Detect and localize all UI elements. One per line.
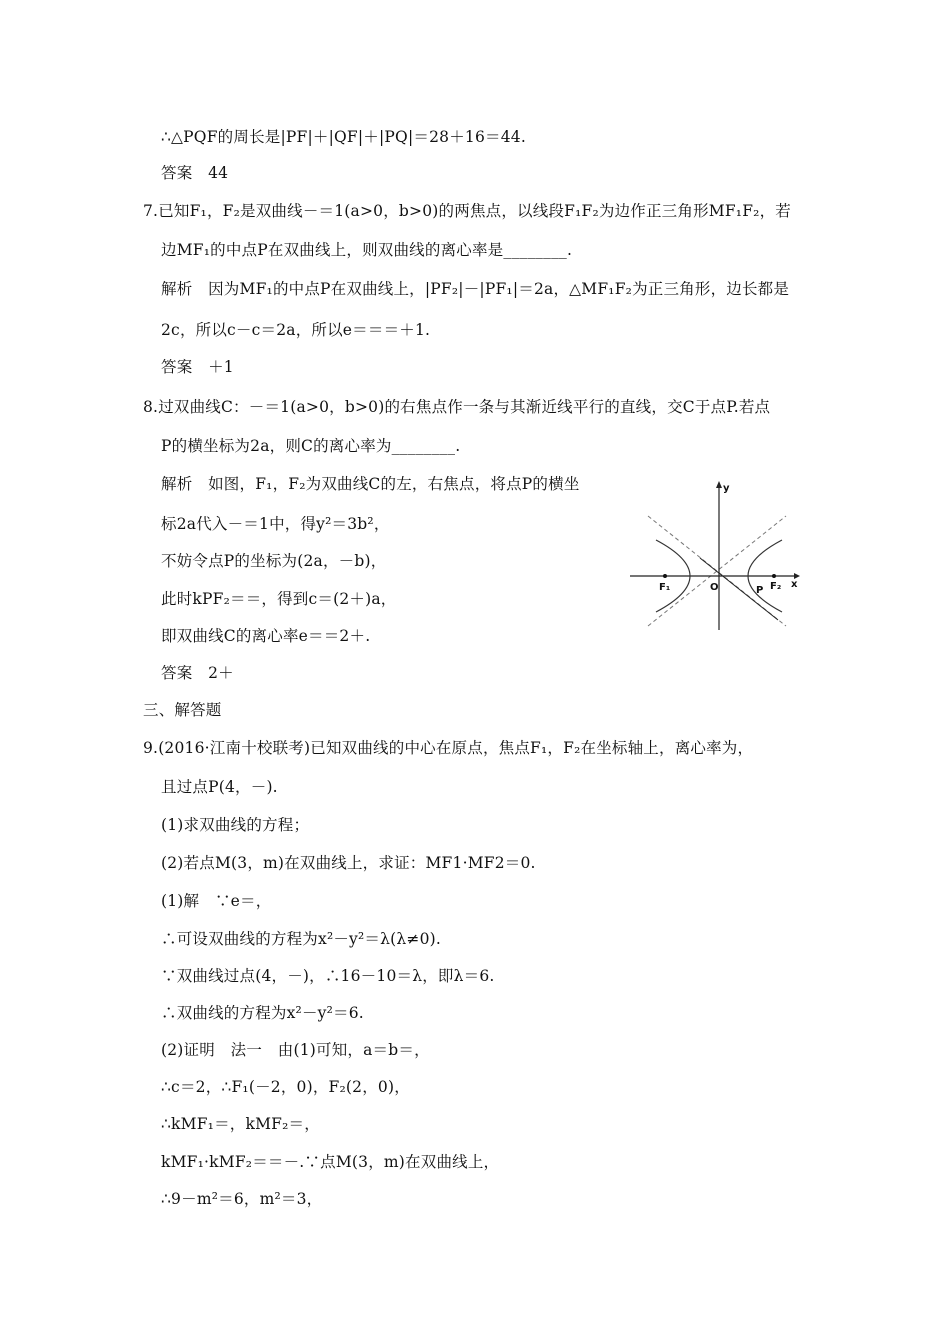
- solution-8-line-3: 不妨令点P的坐标为(2a，－b)，: [161, 552, 387, 570]
- solution-8-line-5: 即双曲线C的离心率e＝＝2＋.: [161, 627, 371, 645]
- problem-8-line-1: 8.过双曲线C：－＝1(a>0，b>0)的右焦点作一条与其渐近线平行的直线，交C于点P.若点: [143, 398, 771, 416]
- y-axis-arrow: [716, 481, 722, 488]
- solution-8-line-4: 此时kPF₂＝＝，得到c＝(2＋)a，: [161, 590, 397, 608]
- solution-7-line-1: 解析 因为MF₁的中点P在双曲线上，|PF₂|－|PF₁|＝2a，△MF₁F₂为正三角形，边长都是: [161, 280, 790, 298]
- solution-9-line-7: ∴kMF₁＝，kMF₂＝，: [161, 1115, 320, 1133]
- solution-9-line-3: ∵双曲线过点(4，－)，∴16－10＝λ，即λ＝6.: [161, 967, 495, 985]
- solution-9-line-5: (2)证明 法一 由(1)可知，a＝b＝，: [161, 1041, 430, 1059]
- answer-7: 答案 ＋1: [161, 358, 234, 376]
- problem-9-part-1: (1)求双曲线的方程；: [161, 816, 310, 834]
- solution-8-line-2: 标2a代入－＝1中，得y²＝3b²，: [161, 515, 390, 533]
- solution-9-line-9: ∴9－m²＝6，m²＝3，: [161, 1190, 323, 1208]
- x-axis-label: x: [791, 579, 798, 590]
- origin-label: O: [710, 582, 719, 593]
- problem-7-line-1: 7.已知F₁，F₂是双曲线－＝1(a>0，b>0)的两焦点，以线段F₁F₂为边作正三角形MF₁F₂，若: [143, 202, 791, 220]
- perimeter-conclusion: ∴△PQF的周长是|PF|＋|QF|＋|PQ|＝28＋16＝44.: [161, 128, 526, 146]
- problem-9-line-1: 9.(2016·江南十校联考)已知双曲线的中心在原点，焦点F₁，F₂在坐标轴上，离心率为，: [143, 739, 754, 757]
- problem-9-line-2: 且过点P(4，－).: [161, 778, 278, 796]
- solution-9-line-4: ∴双曲线的方程为x²－y²＝6.: [161, 1004, 364, 1022]
- section-heading: 三、解答题: [143, 701, 222, 719]
- problem-9-part-2: (2)若点M(3，m)在双曲线上，求证：MF1·MF2＝0.: [161, 854, 536, 872]
- solution-8-line-1: 解析 如图，F₁，F₂为双曲线C的左，右焦点，将点P的横坐: [161, 475, 580, 493]
- y-axis-label: y: [723, 483, 730, 494]
- answer-6: 答案 44: [161, 164, 229, 182]
- focus-f2-label: F₂: [770, 581, 782, 592]
- solution-9-line-2: ∴可设双曲线的方程为x²－y²＝λ(λ≠0).: [161, 930, 442, 948]
- solution-9-line-8: kMF₁·kMF₂＝＝－.∵点M(3，m)在双曲线上，: [161, 1153, 500, 1171]
- problem-7-line-2: 边MF₁的中点P在双曲线上，则双曲线的离心率是________.: [161, 241, 573, 259]
- solution-9-line-6: ∴c＝2，∴F₁(－2，0)，F₂(2，0)，: [161, 1078, 410, 1096]
- point-p-label: P: [756, 585, 764, 596]
- focus-f1-point: [663, 574, 667, 578]
- solution-9-line-1: (1)解 ∵e＝，: [161, 892, 272, 910]
- problem-8-line-2: P的横坐标为2a，则C的离心率为________.: [161, 437, 461, 455]
- answer-8: 答案 2＋: [161, 664, 234, 682]
- focus-f1-label: F₁: [659, 582, 671, 593]
- focus-f2-point: [772, 574, 776, 578]
- hyperbola-figure: [628, 478, 810, 633]
- hyperbola-diagram: [628, 478, 810, 633]
- solution-7-line-2: 2c，所以c－c＝2a，所以e＝＝＝＋1.: [161, 321, 431, 339]
